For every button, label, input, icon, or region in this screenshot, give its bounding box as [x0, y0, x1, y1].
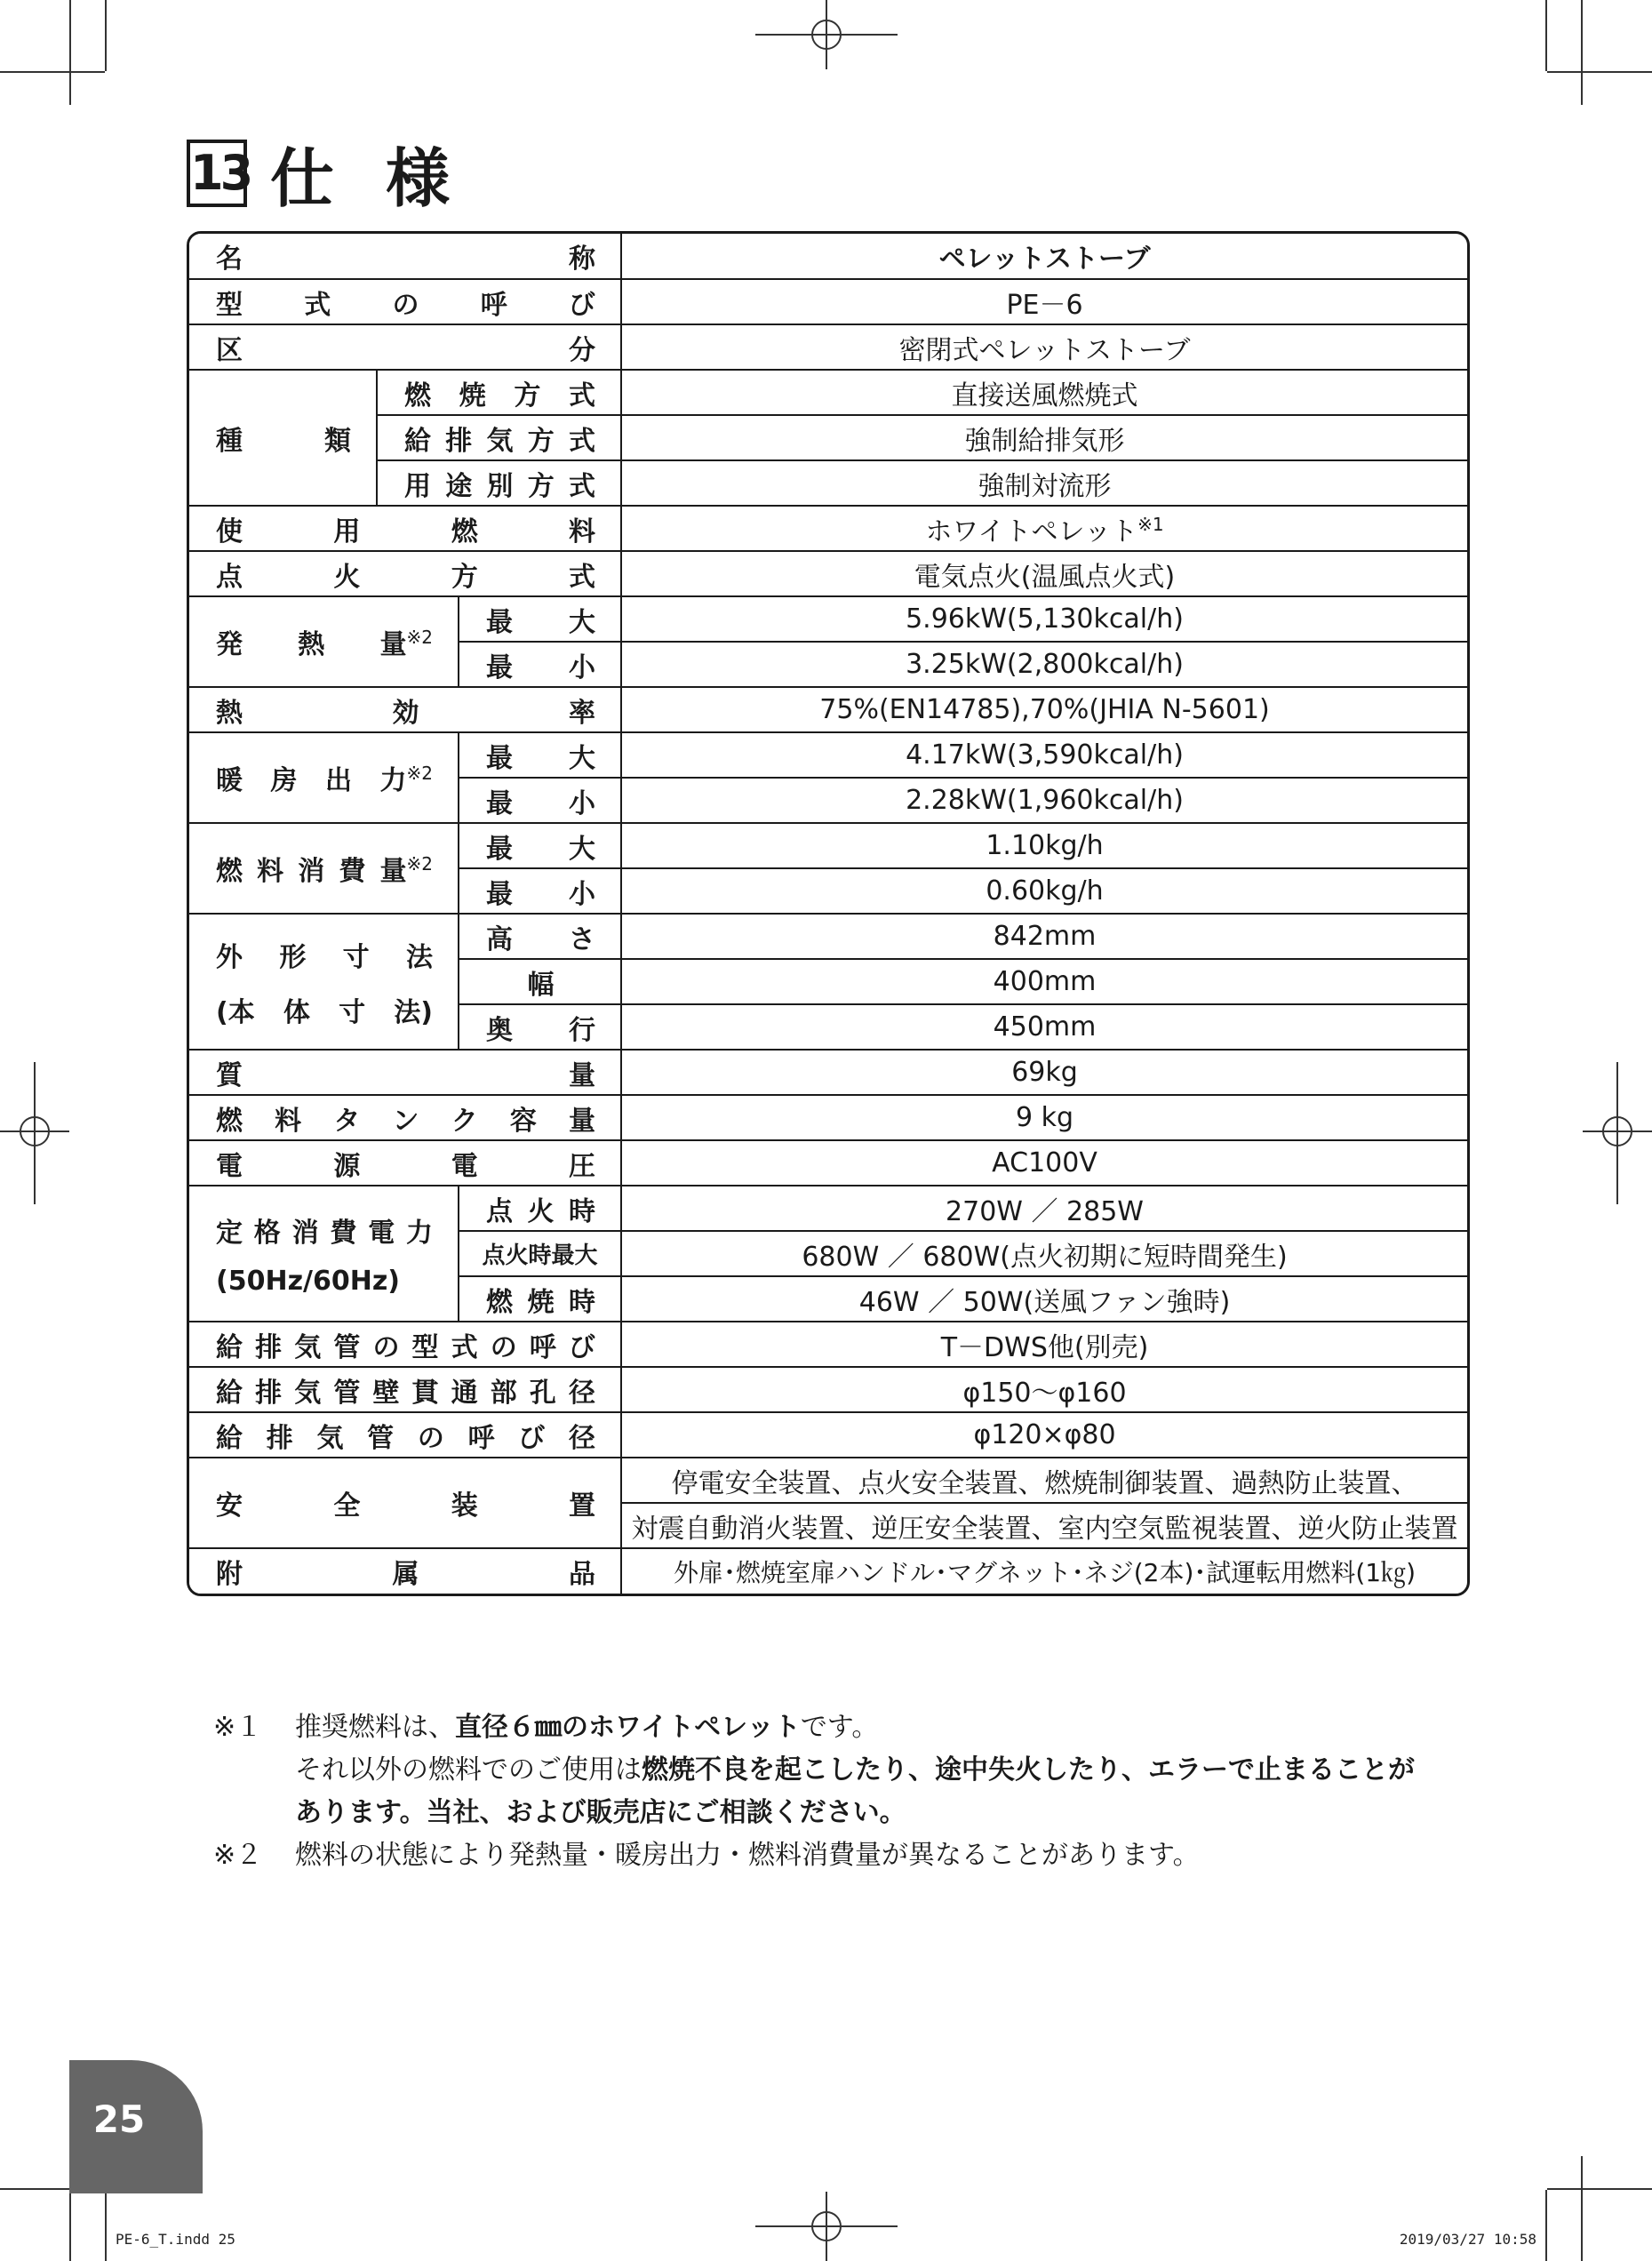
label-char: 発 — [216, 629, 243, 660]
label-char: 名 — [216, 244, 243, 275]
label-char: 最 — [486, 606, 513, 638]
row-value: 400mm — [621, 959, 1467, 1004]
label-char: 全 — [333, 1490, 361, 1522]
row-value: 842mm — [621, 914, 1467, 959]
footer-timestamp: 2019/03/27 10:58 — [1399, 2231, 1536, 2248]
table-row — [189, 1322, 1467, 1367]
footnote-text: あります。当社、および販売店にご相談ください。 — [295, 1797, 906, 1828]
label-char: さ — [569, 923, 596, 955]
sub-label — [459, 781, 620, 820]
table-row — [189, 506, 1467, 551]
label-char: 料 — [257, 856, 284, 887]
label-char: の — [372, 1331, 400, 1363]
label-char: 区 — [216, 334, 243, 366]
footnote-line — [295, 1834, 1200, 1877]
row-value: φ150～φ160 — [621, 1367, 1467, 1412]
label-char: 大 — [569, 606, 596, 638]
row-value: 4.17kW(3,590kcal/h) — [621, 732, 1467, 778]
row-value: 3.25kW(2,800kcal/h) — [621, 642, 1467, 687]
label-char: 大 — [569, 833, 596, 865]
row-label — [189, 236, 620, 276]
label-char: 排 — [255, 1377, 283, 1409]
label-char: 給 — [216, 1377, 243, 1409]
label-char: 附 — [216, 1559, 243, 1590]
label-char: 行 — [569, 1014, 596, 1046]
label-char: 料 — [275, 1105, 302, 1137]
row-value: PE－6 — [621, 279, 1467, 324]
label-char: 燃 — [451, 515, 478, 547]
row-label — [189, 1144, 620, 1183]
row-value: 5.96kW(5,130kcal/h) — [621, 596, 1467, 642]
row-value: 46W ／ 50W(送風ファン強時) — [621, 1276, 1467, 1322]
row-value: 強制対流形 — [621, 460, 1467, 506]
label-char: の — [392, 289, 419, 321]
row-value: T－DWS他(別売) — [621, 1322, 1467, 1367]
row-value: 75%(EN14785),70%(JHIA N-5601) — [621, 687, 1467, 732]
row-value: 停電安全装置、点火安全装置、燃焼制御装置、過熱防止装置、 — [621, 1458, 1467, 1503]
label-char: 寸 — [342, 941, 370, 973]
label-char: 呼 — [480, 289, 507, 321]
section-number: 13 — [187, 140, 247, 207]
label-char: 房 — [270, 765, 298, 796]
row-label — [189, 419, 376, 458]
sub-label — [459, 827, 620, 866]
label-char: 高 — [486, 923, 513, 955]
sub-label — [459, 963, 620, 1002]
label-char: 効 — [392, 697, 419, 729]
table-row — [189, 324, 1467, 370]
label-char: 貫 — [411, 1377, 439, 1409]
table-row — [189, 1458, 1467, 1503]
label-char: 式 — [569, 561, 596, 593]
label-char: (50Hz/60Hz) — [216, 1266, 401, 1297]
row-value: ペレットストーブ — [938, 244, 1151, 275]
footnote-line — [295, 1792, 1415, 1834]
footnote-text: 燃焼不良を起こしたり、途中失火したり、エラーで止まることが — [642, 1754, 1415, 1786]
label-char: び — [569, 289, 595, 321]
label-char: 式 — [304, 289, 331, 321]
label-char: 量 — [569, 1059, 596, 1091]
footnotes — [213, 1706, 1457, 1877]
row-label — [189, 622, 458, 661]
table-row — [189, 914, 1467, 959]
label-char: 率 — [569, 697, 596, 729]
footnote — [213, 1706, 1457, 1834]
label-char: 称 — [569, 244, 596, 275]
label-char: 電 — [368, 1218, 395, 1249]
label-char: 消 — [298, 856, 325, 887]
label-char: 容 — [509, 1105, 537, 1137]
label-char: 小 — [569, 787, 596, 819]
label-char: 力$^{※2}$ — [379, 763, 433, 796]
label-char: 熱 — [298, 629, 325, 660]
footnote — [213, 1834, 1457, 1877]
label-char: 排 — [255, 1331, 283, 1363]
label-char: 方 — [451, 561, 478, 593]
row-label — [189, 1483, 620, 1522]
table-row — [189, 370, 1467, 415]
footnote-text: 燃料の状態により発熱量・暖房出力・燃料消費量が異なることがあります。 — [295, 1840, 1200, 1871]
row-value: 680W ／ 680W(点火初期に短時間発生) — [621, 1231, 1467, 1276]
page-number: 25 — [92, 2097, 146, 2141]
label-char: 方 — [514, 379, 541, 411]
row-label — [189, 758, 458, 797]
footnote-text: それ以外の燃料でのご使用は — [295, 1754, 642, 1786]
label-char: 外 — [216, 941, 243, 973]
label-char: 安 — [216, 1490, 243, 1522]
label-char: 出 — [325, 765, 352, 796]
label-char: 給 — [404, 425, 431, 457]
label-char: 小 — [569, 651, 596, 683]
label-char: 管 — [333, 1377, 361, 1409]
label-char: 排 — [445, 425, 473, 457]
label-char: 用 — [333, 515, 361, 547]
label-char: 式 — [569, 425, 595, 457]
label-char: び — [518, 1422, 546, 1454]
label-char: 気 — [294, 1331, 322, 1363]
label-char: 最 — [486, 787, 513, 819]
label-char: 式 — [451, 1331, 478, 1363]
table-row — [189, 551, 1467, 596]
label-char: 熱 — [216, 697, 243, 729]
sub-label — [459, 1280, 620, 1319]
label-char: 焼 — [459, 379, 486, 411]
row-label — [189, 509, 620, 548]
row-value: 密閉式ペレットストーブ — [621, 324, 1467, 370]
label-char: 暖 — [216, 765, 243, 796]
row-value: 270W ／ 285W — [621, 1186, 1467, 1231]
footnote-line — [295, 1749, 1415, 1792]
label-char: 格 — [253, 1218, 281, 1249]
table-row — [189, 460, 1467, 506]
label-char: 気 — [486, 425, 514, 457]
label-char: 燃 — [404, 379, 431, 411]
spec-table — [187, 231, 1470, 1596]
label-char: 管 — [367, 1422, 395, 1454]
table-row — [189, 1186, 1467, 1231]
label-char: 費 — [339, 856, 366, 887]
row-value: 450mm — [621, 1004, 1467, 1050]
label-char: 焼 — [527, 1286, 555, 1318]
label-char: 火 — [333, 561, 361, 593]
table-row — [189, 1548, 1467, 1594]
footnote-mark: ※１ — [213, 1712, 263, 1743]
label-char: ン — [392, 1105, 419, 1137]
sub-label — [459, 872, 620, 911]
page-tab — [69, 2060, 203, 2193]
label-char: 方 — [527, 470, 555, 502]
label-char: 法 — [405, 941, 433, 973]
label-char: 管 — [333, 1331, 361, 1363]
label-char: 部 — [490, 1377, 517, 1409]
row-value: 69kg — [621, 1050, 1467, 1095]
table-row — [189, 823, 1467, 868]
table-row — [189, 687, 1467, 732]
label-char: 径 — [568, 1377, 595, 1409]
table-row — [189, 1367, 1467, 1412]
label-char: 給 — [216, 1331, 243, 1363]
label-char: 置 — [569, 1490, 596, 1522]
section-title — [187, 133, 502, 216]
label-char: 源 — [333, 1150, 361, 1182]
sub-label — [459, 1189, 620, 1228]
label-char: (本 — [216, 996, 255, 1028]
row-label — [189, 1552, 620, 1591]
table-row — [189, 1050, 1467, 1095]
table-row — [189, 1095, 1467, 1140]
note-ref: ※2 — [406, 627, 433, 648]
footer-file: PE-6_T.indd 25 — [116, 2231, 235, 2248]
row-value: ホワイトペレット — [925, 515, 1138, 547]
sub-label — [459, 645, 620, 684]
label-char: 最 — [486, 742, 513, 774]
label-char: 量$^{※2}$ — [379, 627, 433, 660]
footnote-line — [295, 1706, 1415, 1749]
sub-label — [459, 1237, 620, 1270]
row-label — [189, 935, 458, 1029]
label-char: 型 — [411, 1331, 439, 1363]
label-char: 時 — [569, 1195, 596, 1227]
label-char: 消 — [291, 1218, 319, 1249]
label-char: 式 — [569, 470, 595, 502]
label-char: 点 — [216, 561, 243, 593]
label-char: 途 — [445, 470, 473, 502]
label-char: 寸 — [339, 996, 366, 1028]
label-char: 点火時最大 — [482, 1242, 598, 1269]
label-char: 電 — [216, 1150, 243, 1182]
label-char: 体 — [283, 996, 310, 1028]
row-label — [189, 1325, 620, 1364]
sub-label — [459, 736, 620, 775]
label-char: 属 — [392, 1559, 419, 1590]
label-char: ク — [451, 1105, 478, 1137]
label-char: 方 — [527, 425, 555, 457]
label-char: 気 — [316, 1422, 344, 1454]
table-row — [189, 279, 1467, 324]
row-value: 0.60kg/h — [621, 868, 1467, 914]
table-row — [189, 596, 1467, 642]
row-value: 電気点火(温風点火式) — [621, 551, 1467, 596]
label-char: 排 — [266, 1422, 293, 1454]
label-char: 量 — [569, 1105, 596, 1137]
label-char: 気 — [294, 1377, 322, 1409]
note-ref: ※2 — [406, 853, 433, 875]
row-label — [189, 1416, 620, 1455]
row-label — [189, 691, 620, 730]
sub-label — [378, 464, 620, 503]
sub-label — [378, 419, 620, 458]
table-row — [189, 415, 1467, 460]
label-char: 給 — [216, 1422, 243, 1454]
label-char: の — [490, 1331, 517, 1363]
sub-label — [459, 917, 620, 956]
label-char: 量$^{※2}$ — [379, 853, 433, 887]
label-char: 時 — [569, 1286, 596, 1318]
label-char: 質 — [216, 1059, 243, 1091]
label-char: 式 — [569, 379, 596, 411]
label-char: 奥 — [486, 1014, 513, 1046]
label-char: 別 — [486, 470, 514, 502]
sub-label — [459, 600, 620, 639]
row-label — [189, 1053, 620, 1092]
label-char: 火 — [527, 1195, 555, 1227]
row-value: AC100V — [621, 1140, 1467, 1186]
note-ref: ※1 — [1137, 513, 1164, 535]
table-row — [189, 1140, 1467, 1186]
footnote-text: です。 — [800, 1712, 879, 1743]
table-row — [189, 732, 1467, 778]
sub-label — [459, 1008, 620, 1047]
table-row — [189, 234, 1467, 279]
label-char: 分 — [569, 334, 596, 366]
row-value: 2.28kW(1,960kcal/h) — [621, 778, 1467, 823]
row-value: 外扉･燃焼室扉ハンドル･マグネット･ネジ(2本)･試運転用燃料(1㎏) — [621, 1548, 1467, 1594]
label-char: 最 — [486, 833, 513, 865]
row-label — [189, 849, 458, 888]
label-char: 径 — [569, 1422, 596, 1454]
label-char: 壁 — [372, 1377, 400, 1409]
page-title: 仕様 — [270, 141, 502, 216]
row-label — [189, 328, 620, 367]
row-label — [189, 1099, 620, 1138]
footnote-text: 直径６㎜のホワイトペレット — [455, 1712, 801, 1743]
label-char: 定 — [216, 1218, 243, 1249]
label-char: 料 — [569, 515, 596, 547]
row-label — [189, 555, 620, 594]
label-char: 呼 — [529, 1331, 556, 1363]
footnote-body — [295, 1834, 1200, 1877]
footnote-text: 推奨燃料は、 — [295, 1712, 455, 1743]
label-char: 小 — [569, 878, 596, 910]
label-char: 型 — [216, 289, 243, 321]
row-label — [189, 1210, 458, 1297]
row-value: φ120×φ80 — [621, 1412, 1467, 1458]
label-char: の — [417, 1422, 444, 1454]
label-char: 幅 — [527, 969, 555, 1001]
label-char: 使 — [216, 515, 243, 547]
table-row — [189, 1412, 1467, 1458]
note-ref: ※2 — [406, 763, 433, 784]
label-char: 最 — [486, 651, 513, 683]
label-char: タ — [333, 1105, 361, 1137]
row-value: 直接送風燃焼式 — [621, 370, 1467, 415]
label-char: 呼 — [467, 1422, 495, 1454]
label-char: 燃 — [216, 856, 243, 887]
row-value: 強制給排気形 — [621, 415, 1467, 460]
label-char: 類 — [324, 425, 351, 457]
label-char: 装 — [451, 1490, 478, 1522]
label-char: 大 — [569, 742, 596, 774]
label-char: 費 — [330, 1218, 357, 1249]
label-char: 用 — [404, 470, 431, 502]
label-char: 燃 — [216, 1105, 243, 1137]
footnote-body — [295, 1706, 1415, 1834]
row-label — [189, 283, 620, 322]
row-value: 9 kg — [621, 1095, 1467, 1140]
sub-label — [378, 373, 620, 412]
label-char: 最 — [486, 878, 513, 910]
label-char: 燃 — [486, 1286, 513, 1318]
label-char: 品 — [569, 1559, 596, 1590]
row-value: 1.10kg/h — [621, 823, 1467, 868]
label-char: 種 — [216, 425, 243, 457]
label-char: 通 — [451, 1377, 478, 1409]
row-value: 対震自動消火装置、逆圧安全装置、室内空気監視装置、逆火防止装置 — [621, 1503, 1467, 1548]
label-char: 電 — [451, 1150, 478, 1182]
label-char: 点 — [486, 1195, 513, 1227]
label-char: 形 — [279, 941, 307, 973]
label-char: 法) — [394, 996, 433, 1028]
footnote-mark: ※２ — [213, 1840, 263, 1871]
label-char: 力 — [405, 1218, 433, 1249]
label-char: び — [568, 1331, 595, 1363]
label-char: 孔 — [529, 1377, 556, 1409]
row-label — [189, 1370, 620, 1410]
label-char: 圧 — [569, 1150, 596, 1182]
